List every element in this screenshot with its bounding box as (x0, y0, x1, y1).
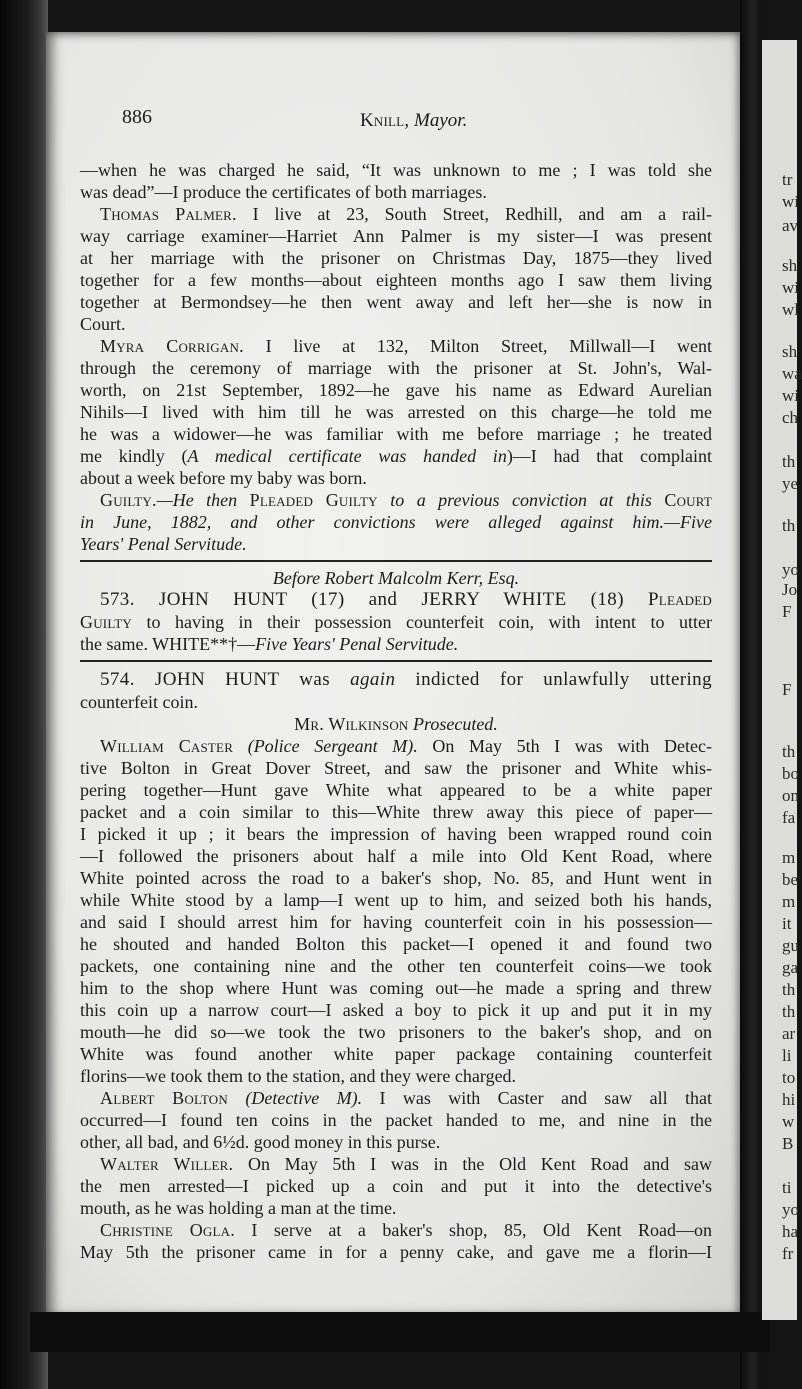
verdict-line: in June, 1882, and other convictions were alleged against him.—Five (80, 512, 712, 532)
facing-page-edge (762, 40, 802, 1320)
text-line: occurred—I found ten coins in the packet handed to me, and nine in the (80, 1110, 712, 1130)
running-head-title: Mayor. (414, 110, 468, 131)
witness-line (80, 736, 712, 756)
facing-fragment: ga (782, 958, 799, 977)
text-line: worth, on 21st September, 1892—he gave his name as Edward Aurelian (80, 380, 712, 400)
facing-fragment: B (782, 1134, 794, 1153)
witness-line (80, 1220, 712, 1240)
text-line: together at Bermondsey—he then went away and left her—she is now in (80, 292, 712, 312)
page-bottom-shadow (30, 1312, 770, 1352)
facing-fragment: tr (782, 170, 793, 189)
facing-fragment: ha (782, 1222, 799, 1241)
text-line: —when he was charged he said, “It was unknown to me ; I was told she (80, 160, 712, 180)
witness-name: Albert Bolton (100, 1088, 228, 1108)
case-574-heading (80, 670, 712, 690)
facing-fragment: ti (782, 1178, 792, 1197)
facing-fragment: ch (782, 408, 799, 427)
text-span: me kindly ( (80, 446, 188, 466)
facing-fragment: it (782, 914, 792, 933)
text-span: to having in their possession counterfeit coin, with intent to utter (132, 612, 712, 632)
text-line: I picked it up ; it bears the impression of having been wrapped round coin (80, 824, 712, 844)
text-span: the same. WHITE**†— (80, 634, 256, 654)
sentence-line: Years' Penal Servitude. (80, 534, 247, 554)
italic-span: A medical certificate was handed in (187, 446, 507, 466)
facing-fragment: av (782, 216, 799, 235)
smallcaps-span: Court (664, 490, 713, 510)
facing-fragment: m (782, 848, 796, 867)
facing-fragment: th (782, 742, 796, 761)
smallcaps-span: Pleaded Guilty (249, 490, 378, 510)
text-line: Nihils—I lived with him till he was arrested on this charge—he told me (80, 402, 712, 422)
text-line: about a week before my baby was born. (80, 468, 367, 488)
facing-fragment: sh (782, 342, 798, 361)
sentence-line (80, 634, 712, 654)
text-line: was dead”—I produce the certificates of both marriages. (80, 182, 487, 202)
text-line: packet and a coin similar to this—White threw away this piece of paper— (80, 802, 712, 822)
text-line: him to the shop where Hunt was coming out—he made a spring and threw (80, 978, 712, 998)
facing-fragment: th (782, 516, 796, 535)
witness-name: Thomas Palmer. (100, 204, 237, 224)
text-line: he shouted and handed Bolton this packet—I opened it and found two (80, 934, 712, 954)
witness-line (80, 1154, 712, 1174)
text-span: I serve at a baker's shop, 85, Old Kent Road—on (234, 1220, 712, 1240)
case-573-heading (80, 590, 712, 610)
text-line: together for a few months—about eighteen months ago I saw them living (80, 270, 712, 290)
witness-name: William Caster (100, 736, 234, 756)
witness-name: Myra Corrigan. (100, 336, 244, 356)
text-span: On May 5th I was with Detec- (417, 736, 712, 756)
facing-fragment: fr (782, 1244, 794, 1263)
text-span: indicted for unlawfully uttering (395, 669, 712, 690)
text-line: White was found another white paper package containing counterfeit (80, 1044, 712, 1064)
facing-fragment: th (782, 452, 796, 471)
witness-name: Christine Ogla. (100, 1220, 235, 1240)
facing-fragment: hi (782, 1090, 796, 1109)
text-line: tive Bolton in Great Dover Street, and saw the prisoner and White whis- (80, 758, 712, 778)
facing-fragment: fa (782, 808, 796, 827)
text-line: this coin up a narrow court—I asked a boy to pick it up and put it in my (80, 1000, 712, 1020)
text-span: 574. JOHN HUNT was (100, 669, 351, 690)
facing-fragment: th (782, 1002, 796, 1021)
text-line (80, 446, 712, 466)
facing-fragment: Jo (782, 580, 798, 599)
facing-fragment: bo (782, 764, 799, 783)
section-rule (80, 660, 712, 662)
text-span: )—I had that complaint (506, 446, 712, 466)
running-head (360, 110, 467, 132)
text-line: other, all bad, and 6½d. good money in this purse. (80, 1132, 441, 1152)
witness-line (80, 204, 712, 224)
text-line: the men arrested—I picked up a coin and put it into the detective's (80, 1176, 712, 1196)
facing-fragment: to (782, 1068, 796, 1087)
text-line (80, 612, 712, 632)
page-number: 886 (122, 106, 152, 128)
text-line: florins—we took them to the station, and they were charged. (80, 1066, 517, 1086)
text-span: 573. JOHN HUNT (17) and JERRY WHITE (18) (100, 589, 649, 610)
text-line: mouth, as he was holding a man at the time. (80, 1198, 397, 1218)
facing-fragment: ye (782, 474, 799, 493)
facing-fragment: m (782, 892, 796, 911)
italic-span: again (350, 669, 396, 690)
facing-fragment: wi (782, 192, 799, 211)
verdict-line (80, 490, 712, 510)
text-line: and said I should arrest him for having counterfeit coin in his possession— (80, 912, 712, 932)
facing-fragment: li (782, 1046, 792, 1065)
text-line: Court. (80, 314, 126, 334)
facing-fragment: F (782, 602, 792, 621)
facing-fragment: on (782, 786, 799, 805)
facing-fragment: ar (782, 1024, 796, 1043)
facing-fragment: wi (782, 386, 799, 405)
section-rule (80, 560, 712, 562)
text-span: I was with Caster and saw all that (362, 1088, 713, 1108)
italic-span: (Police Sergeant M). (233, 736, 418, 756)
witness-name: Walter Willer. (100, 1154, 234, 1174)
text-span: I live at 132, Milton Street, Millwall—I went (243, 336, 713, 356)
smallcaps-span: Mr. Wilkinson (294, 714, 409, 734)
facing-fragment: sh (782, 256, 798, 275)
facing-fragment: gu (782, 936, 799, 955)
text-line: pering together—Hunt gave White what appeared to be a white paper (80, 780, 712, 800)
smallcaps-span: Pleaded (648, 589, 712, 610)
text-line: mouth—he did so—we took the two prisoners to the baker's shop, and on (80, 1022, 712, 1042)
italic-span: Five Years' Penal Servitude. (255, 634, 459, 654)
text-span: On May 5th I was in the Old Kent Road and saw (233, 1154, 712, 1174)
witness-line (80, 336, 712, 356)
book-gutter (740, 0, 762, 1389)
facing-fragment: F (782, 680, 792, 699)
italic-span: Prosecuted. (408, 714, 498, 734)
text-line: White pointed across the road to a baker's shop, No. 85, and Hunt went in (80, 868, 712, 888)
text-line: counterfeit coin. (80, 692, 198, 712)
smallcaps-span: Guilty (80, 612, 132, 632)
facing-fragment: th (782, 980, 796, 999)
facing-fragment: wa (782, 364, 802, 383)
facing-fragment: yo (782, 560, 799, 579)
text-line: way carriage examiner—Harriet Ann Palmer is my sister—I was present (80, 226, 712, 246)
italic-span: to a previous conviction at this (377, 490, 665, 510)
judge-heading: Before Robert Malcolm Kerr, Esq. (272, 568, 520, 588)
italic-span: —He then (156, 490, 250, 510)
facing-fragment: be (782, 870, 799, 889)
text-line: while White stood by a lamp—I went up to him, and seized both his hands, (80, 890, 712, 910)
text-span: I live at 23, South Street, Redhill, and am a rail- (236, 204, 713, 224)
text-line: —I followed the prisoners about half a mile into Old Kent Road, where (80, 846, 712, 866)
text-line: at her marriage with the prisoner on Christmas Day, 1875—they lived (80, 248, 712, 268)
witness-line (80, 1088, 712, 1108)
prosecutor-line (80, 714, 712, 734)
italic-span: (Detective M). (227, 1088, 363, 1108)
text-line: May 5th the prisoner came in for a penny cake, and gave me a florin—I (80, 1242, 712, 1262)
verdict-label: Guilty. (100, 490, 157, 510)
facing-fragment: yo (782, 1200, 799, 1219)
facing-fragment: wi (782, 278, 799, 297)
text-line: packets, one containing nine and the other ten counterfeit coins—we took (80, 956, 712, 976)
running-head-name: Knill, (360, 110, 410, 131)
book-spine-shadow (0, 0, 48, 1389)
text-line: through the ceremony of marriage with the prisoner at St. John's, Wal- (80, 358, 712, 378)
facing-fragment: wl (782, 300, 799, 319)
text-line: he was a widower—he was familiar with me before marriage ; he treated (80, 424, 712, 444)
facing-fragment: w (782, 1112, 795, 1131)
